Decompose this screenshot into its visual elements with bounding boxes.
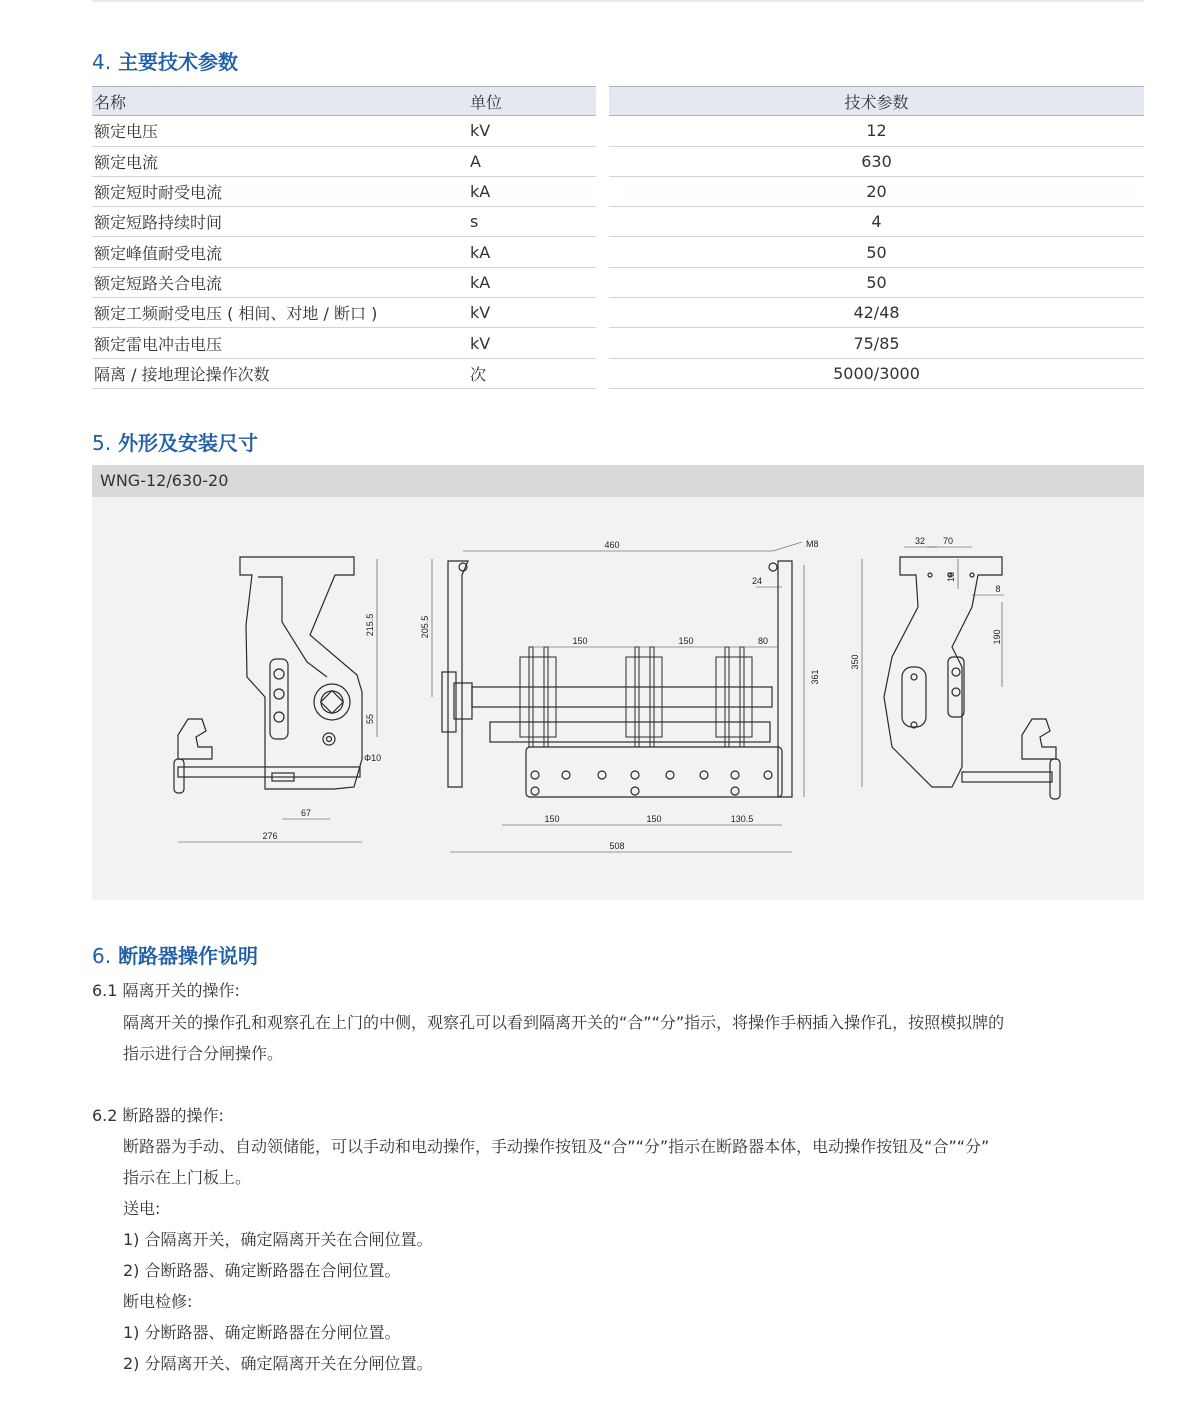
dim-55: 55 bbox=[365, 713, 375, 725]
dim-m8: M8 bbox=[806, 539, 819, 549]
row-name: 隔离 / 接地理论操作次数 bbox=[94, 364, 270, 384]
dim-32: 32 bbox=[914, 536, 926, 546]
dim-18: 18 bbox=[946, 571, 956, 583]
para-6-2-line1: 断路器为手动、自动领储能，可以手动和电动操作，手动操作按钮及“合”“分”指示在断路器本体，电动操作按钮及“合”“分” bbox=[123, 1137, 990, 1156]
table-row bbox=[92, 268, 596, 298]
top-divider bbox=[92, 0, 1144, 2]
maintenance-step-1: 1) 分断路器、确定断路器在分闸位置。 bbox=[123, 1323, 401, 1342]
dim-130-5: 130.5 bbox=[730, 814, 754, 824]
maintenance-step-2: 2) 分隔离开关、确定隔离开关在分闸位置。 bbox=[123, 1354, 433, 1373]
table-row bbox=[92, 298, 596, 328]
section-title-text: 主要技术参数 bbox=[118, 50, 239, 74]
dim-215-5: 215.5 bbox=[365, 613, 375, 637]
drawing-model-header: WNG-12/630-20 bbox=[92, 465, 1144, 497]
power-on-step-1: 1) 合隔离开关，确定隔离开关在合闸位置。 bbox=[123, 1230, 433, 1249]
dim-150-top-1: 150 bbox=[572, 636, 588, 646]
header-value: 技术参数 bbox=[844, 92, 909, 112]
params-table-right bbox=[609, 86, 1144, 389]
row-value: 630 bbox=[861, 151, 892, 171]
dim-150-top-2: 150 bbox=[678, 636, 694, 646]
table-row bbox=[609, 237, 1144, 267]
subsection-6-2: 6.2 断路器的操作: bbox=[92, 1106, 224, 1125]
table-row bbox=[609, 147, 1144, 177]
dim-150-bottom-1: 150 bbox=[544, 814, 560, 824]
section-title-text: 断路器操作说明 bbox=[118, 944, 259, 968]
table-row bbox=[609, 328, 1144, 358]
dim-150-bottom-2: 150 bbox=[646, 814, 662, 824]
section-6-title bbox=[92, 940, 258, 969]
row-name: 额定工频耐受电压 ( 相间、对地 / 断口 ) bbox=[94, 304, 378, 324]
dim-67: 67 bbox=[300, 808, 312, 818]
dim-phi10: Φ10 bbox=[364, 753, 382, 763]
dim-350: 350 bbox=[850, 654, 860, 670]
row-value: 42/48 bbox=[853, 303, 900, 323]
row-name: 额定峰值耐受电流 bbox=[94, 243, 223, 263]
row-unit: kV bbox=[470, 333, 491, 353]
table-row bbox=[609, 177, 1144, 207]
row-unit: kV bbox=[470, 303, 491, 323]
dim-276: 276 bbox=[262, 831, 278, 841]
row-unit: A bbox=[470, 151, 481, 171]
right-side-view bbox=[884, 557, 1060, 799]
table-row bbox=[92, 207, 596, 237]
table-row bbox=[92, 237, 596, 267]
row-unit: kA bbox=[470, 272, 491, 292]
dimension-drawing bbox=[92, 497, 1144, 900]
table-row bbox=[92, 147, 596, 177]
dimension-drawing-panel bbox=[92, 497, 1144, 900]
row-unit: 次 bbox=[470, 364, 487, 384]
table-header bbox=[92, 86, 596, 116]
subsection-6-1: 6.1 隔离开关的操作: bbox=[92, 981, 240, 1000]
row-unit: kV bbox=[470, 121, 491, 141]
section-5-title bbox=[92, 427, 258, 456]
power-on-step-2: 2) 合断路器、确定断路器在合闸位置。 bbox=[123, 1261, 401, 1280]
row-value: 4 bbox=[871, 212, 882, 232]
dim-190: 190 bbox=[992, 629, 1002, 645]
section-number: 5. bbox=[92, 431, 112, 455]
dimension-lines bbox=[178, 542, 1004, 852]
row-name: 额定短路关合电流 bbox=[94, 273, 223, 293]
row-unit: kA bbox=[470, 182, 491, 202]
table-row bbox=[609, 268, 1144, 298]
section-title-text: 外形及安装尺寸 bbox=[118, 431, 259, 455]
dim-8: 8 bbox=[995, 584, 1001, 594]
para-6-2-line2: 指示在上门板上。 bbox=[123, 1168, 252, 1187]
dim-460: 460 bbox=[604, 540, 620, 550]
table-row bbox=[609, 207, 1144, 237]
dim-80: 80 bbox=[757, 636, 769, 646]
dim-24: 24 bbox=[752, 576, 763, 586]
params-table-left bbox=[92, 86, 596, 389]
table-row bbox=[92, 116, 596, 146]
table-row bbox=[92, 177, 596, 207]
row-value: 50 bbox=[866, 242, 887, 262]
row-value: 5000/3000 bbox=[833, 363, 920, 383]
power-on-label: 送电: bbox=[123, 1199, 161, 1218]
header-name: 名称 bbox=[94, 92, 127, 112]
dim-361: 361 bbox=[810, 669, 820, 685]
section-4-title bbox=[92, 46, 238, 75]
dim-70: 70 bbox=[942, 536, 954, 546]
row-value: 75/85 bbox=[853, 333, 900, 353]
left-side-view bbox=[174, 557, 362, 793]
row-name: 额定雷电冲击电压 bbox=[94, 334, 223, 354]
table-row bbox=[609, 359, 1144, 389]
table-row bbox=[609, 116, 1144, 146]
dim-508: 508 bbox=[609, 841, 625, 851]
table-row bbox=[92, 328, 596, 358]
front-view bbox=[442, 561, 792, 797]
row-name: 额定短路持续时间 bbox=[94, 213, 223, 233]
row-unit: kA bbox=[470, 242, 491, 262]
header-unit: 单位 bbox=[470, 92, 503, 112]
table-header bbox=[609, 86, 1144, 116]
dim-205-5: 205.5 bbox=[420, 615, 430, 639]
table-row bbox=[609, 298, 1144, 328]
maintenance-label: 断电检修: bbox=[123, 1292, 193, 1311]
row-value: 50 bbox=[866, 272, 887, 292]
section-number: 6. bbox=[92, 944, 112, 968]
row-name: 额定短时耐受电流 bbox=[94, 183, 223, 203]
row-name: 额定电流 bbox=[94, 152, 159, 172]
table-row bbox=[92, 359, 596, 389]
row-value: 12 bbox=[866, 121, 887, 141]
para-6-1-line2: 指示进行合分闸操作。 bbox=[123, 1044, 284, 1063]
row-unit: s bbox=[470, 212, 479, 232]
row-value: 20 bbox=[866, 182, 887, 202]
section-number: 4. bbox=[92, 50, 112, 74]
para-6-1-line1: 隔离开关的操作孔和观察孔在上门的中侧，观察孔可以看到隔离开关的“合”“分”指示，将操作手柄插入操作孔，按照模拟牌的 bbox=[123, 1013, 1005, 1032]
row-name: 额定电压 bbox=[94, 122, 159, 142]
